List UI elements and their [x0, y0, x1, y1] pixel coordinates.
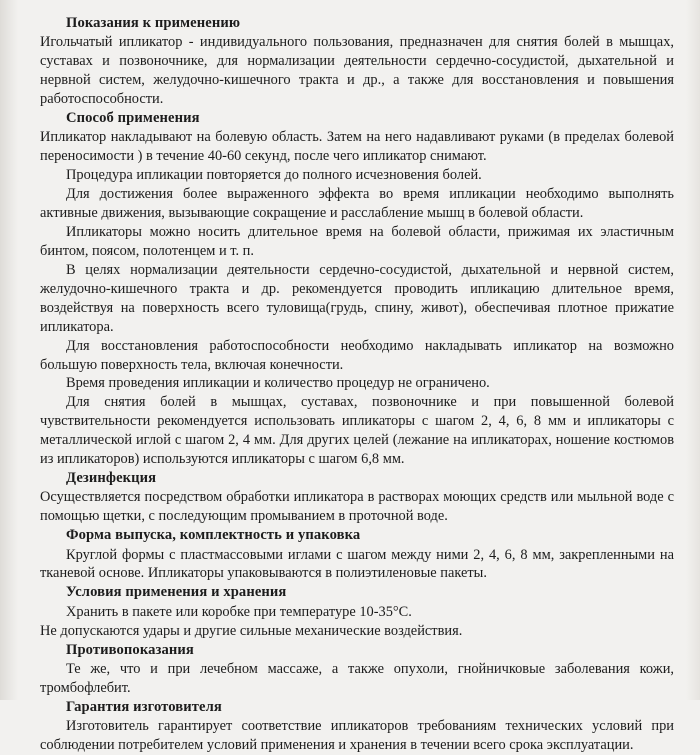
paragraph: Игольчатый ипликатор - индивидуального пользования, предназначен для снятия болей в мышцах, суставах и позвоночнике, для нормализации деятельности сердечно-сосудистой, дыхательной и нервной систем, желудочно-кишечного тракта и др., а также для восстановления и повышения работоспособности.	[40, 34, 674, 108]
paragraph: Для восстановления работоспособности необходимо накладывать ипликатор на возможно большую поверхность тела, включая конечности.	[40, 337, 674, 373]
section-heading: Способ применения	[66, 110, 200, 126]
paragraph: Время проведения ипликации и количество процедур не ограничено.	[66, 375, 490, 392]
section-heading: Форма выпуска, комплектность и упаковка	[66, 527, 361, 544]
paragraph: Для снятия болей в мышцах, суставах, позвоночнике и при повышенной болевой чувствительности рекомендуется использовать ипликаторы с шагом 2, 4, 6, 8 мм и ипликаторы с металлической иглой с шагом 2, 4 мм. Для других целей (лежание на ипликаторах, ношение костюмов из ипликаторов) используются ипликаторы с шагом 6,8 мм.	[40, 394, 674, 468]
section-heading: Условия применения и хранения	[66, 584, 287, 601]
paragraph: Хранить в пакете или коробке при температуре 10-35°С.	[66, 603, 412, 620]
paragraph: Те же, что и при лечебном массаже, а также опухоли, гнойничковые заболевания кожи, тромбофлебит.	[40, 660, 674, 696]
paragraph: Ипликаторы можно носить длительное время на болевой области, прижимая их эластичным бинтом, поясом, полотенцем и т. п.	[40, 223, 674, 259]
paragraph: Процедура ипликации повторяется до полного исчезновения болей.	[66, 167, 482, 184]
section-heading: Показания к применению	[66, 15, 241, 31]
section-heading: Противопоказания	[66, 641, 194, 658]
paragraph: Круглой формы с пластмассовыми иглами с шагом между ними 2, 4, 6, 8 мм, закрепленными на тканевой основе. Ипликаторы упаковываются в полиэтиленовые пакеты.	[40, 546, 674, 582]
paragraph: Ипликатор накладывают на болевую область. Затем на него надавливают руками (в пределах болевой переносимости ) в течение 40-60 секунд, после чего ипликатор снимают.	[40, 129, 674, 165]
paragraph: Для достижения более выраженного эффекта во время ипликации необходимо выполнять активные движения, вызывающие сокращение и расслабление мышц в болевой области.	[40, 186, 674, 221]
paragraph: Изготовитель гарантирует соответствие ипликаторов требованиям технических условий при соблюдении потребителем условий применения и хранения в течении всего срока эксплуатации.	[40, 717, 674, 753]
paragraph: Не допускаются удары и другие сильные механические воздействия.	[40, 622, 463, 639]
paragraph: В целях нормализации деятельности сердечно-сосудистой, дыхательной и нервной систем, желудочно-кишечного тракта и др. рекомендуется проводить ипликацию длительное время, воздействуя на поверхность всего туловища(грудь, спину, живот), обеспечивая плотное прижатие ипликатора.	[40, 261, 674, 335]
section-heading: Гарантия изготовителя	[66, 698, 222, 715]
section-heading: Дезинфекция	[66, 470, 157, 487]
paragraph: Осуществляется посредством обработки ипликатора в растворах моющих средств или мыльной воде с помощью щетки, с последующим промыванием в проточной воде.	[40, 489, 674, 525]
instruction-leaflet-text	[40, 14, 674, 755]
